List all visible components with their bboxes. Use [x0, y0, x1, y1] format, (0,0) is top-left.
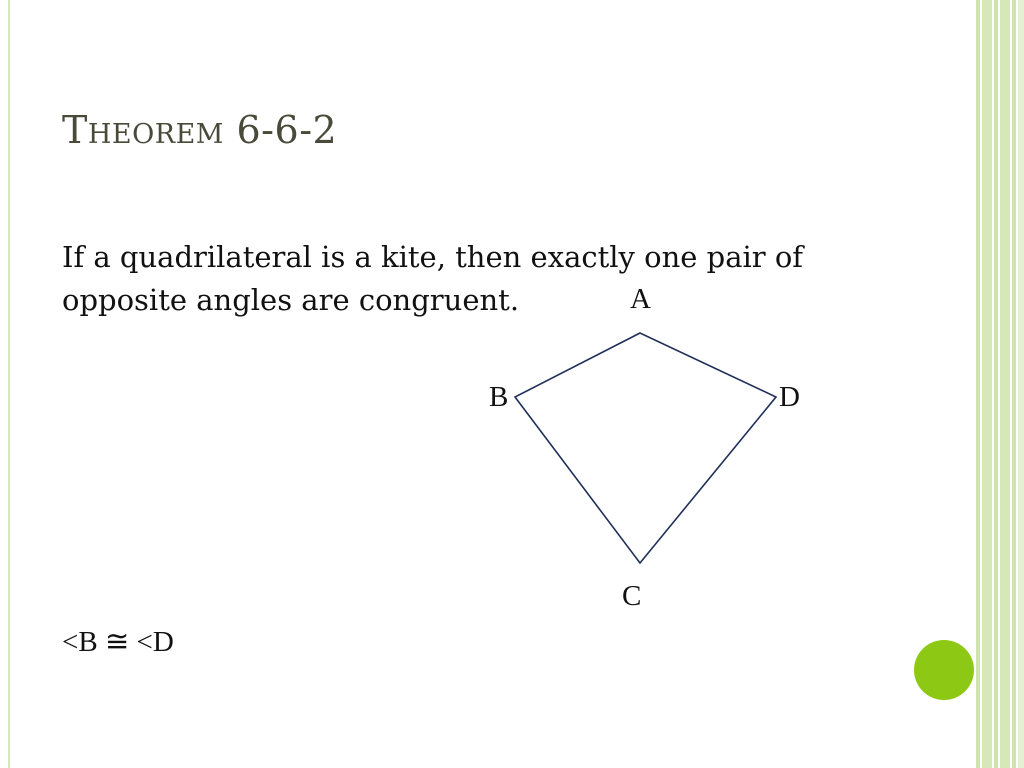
vertex-label-d: D	[779, 381, 800, 413]
slide-title: Theorem 6-6-2	[62, 108, 338, 152]
green-circle-decoration	[914, 640, 974, 700]
theorem-statement: If a quadrilateral is a kite, then exactly one pair of opposite angles are congruent.	[62, 240, 804, 317]
kite-shape	[515, 333, 776, 563]
vertex-label-b: B	[489, 381, 509, 413]
vertex-label-a: A	[630, 283, 651, 315]
vertex-label-c: C	[622, 580, 642, 612]
congruence-statement: <B ≅ <D	[62, 626, 174, 658]
